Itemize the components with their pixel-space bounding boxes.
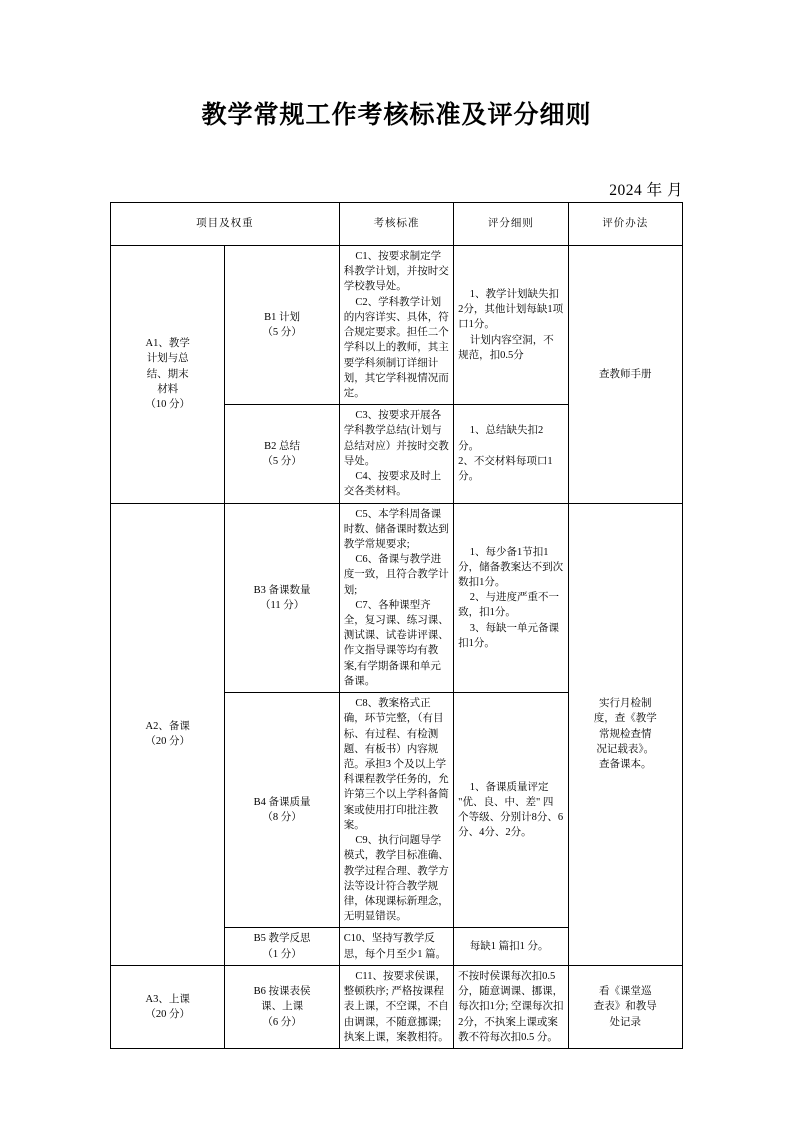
group-label-a2: [111, 503, 225, 965]
standard-c9: C9、执行问题导学模式，教学目标准确、教学过程合理、教学方法等设计符合教学规律，体现课标新理念，无明显错误。: [343, 835, 449, 923]
page-title: 教学常规工作考核标准及评分细则: [201, 102, 592, 129]
sub-label-b6-line1: B6 按课表侯: [253, 986, 311, 998]
sub-label-b5: [225, 928, 339, 965]
sub-label-b3: [225, 503, 339, 693]
group-a2-line2: （20 分）: [145, 736, 190, 748]
sub-label-b6-line3: （6 分）: [262, 1016, 302, 1028]
header-evaluation-method: 评价办法: [568, 203, 682, 246]
table-row: [111, 246, 683, 405]
sub-label-b3-line2: （11 分）: [259, 599, 305, 611]
header-project-weight: 项目及权重: [111, 203, 340, 246]
standard-c10: C10、坚持写教学反思，每个月至少1 篇。: [343, 933, 447, 960]
scoring-b4: [454, 693, 568, 928]
standard-c11: C11、按要求侯课，整顿秩序; 严格按课程表上课，不空课，不自由调课，不随意挪课; 执案上课，案教相符。: [343, 970, 449, 1043]
standard-b2: [339, 405, 453, 503]
scoring-b1-item1: 1、教学计划缺失扣2分，其他计划每缺1项口1分。: [458, 289, 564, 331]
scoring-b2: [454, 405, 568, 503]
evaluation-method-a3: [568, 965, 682, 1048]
eval-a2-line1: 实行月检制: [599, 698, 652, 710]
sub-label-b4-line1: B4 备课质量: [253, 797, 311, 809]
standard-b5: [339, 928, 453, 965]
standard-c3: C3、按要求开展各学科教学总结(计划与总结对应）并按时交教导处。: [343, 410, 449, 467]
standard-b1: [339, 246, 453, 405]
group-a1-line1: A1、教学: [145, 338, 190, 350]
header-assessment-standard: 考核标准: [339, 203, 453, 246]
eval-a2-line4: 况记载表》。: [596, 743, 655, 755]
standard-c5: C5、本学科周备课时数、储备课时数达到教学常规要求;: [343, 508, 449, 550]
eval-a3-line1: 看《课堂巡: [599, 986, 652, 998]
eval-a2-line2: 度，查《教学: [593, 713, 657, 725]
standard-c6: C6、备课与教学进度一致，且符合教学计划;: [343, 554, 449, 596]
scoring-b3-item1: 1、每少备1节扣1分，储备教案达不到次数扣1分。: [458, 546, 564, 588]
standard-c7: C7、各种课型齐全，复习课、练习课、测试课、试卷讲评课、作文指导课等均有教案,有学期备课和单元备课。: [343, 599, 449, 687]
group-label-a3: [111, 965, 225, 1048]
scoring-b5-item1: 每缺1 篇扣1 分。: [469, 941, 549, 953]
date-line: 2024 年 月: [609, 182, 683, 199]
sub-label-b4-line2: （8 分）: [262, 812, 302, 824]
sub-label-b3-line1: B3 备课数量: [253, 584, 311, 596]
group-a1-line3: 结、期末: [146, 368, 189, 380]
scoring-b2-item1: 1、总结缺失扣2分。: [458, 425, 544, 452]
scoring-b2-item2: 2、不交材料每项口1分。: [458, 455, 553, 483]
group-a2-line1: A2、备课: [145, 720, 190, 732]
standard-c2: C2、学科教学计划的内容详实、具体，符合规定要求。担任二个学科以上的教师，其主要学科须制订详细计划，其它学科视情况而定。: [343, 296, 449, 399]
sub-label-b1-line1: B1 计划: [264, 311, 301, 323]
table-row: [111, 503, 683, 693]
sub-label-b2-line1: B2 总结: [264, 440, 301, 452]
sub-label-b4: [225, 693, 339, 928]
assessment-criteria-table: [110, 202, 683, 1049]
sub-label-b2-line2: （5 分）: [262, 455, 302, 467]
scoring-b3: [454, 503, 568, 693]
group-a1-line2: 计划与总: [146, 353, 189, 365]
sub-label-b1-line2: （5 分）: [262, 327, 302, 339]
sub-label-b6: [225, 965, 339, 1048]
standard-b4: [339, 693, 453, 928]
scoring-b1: [454, 246, 568, 405]
scoring-b3-item3: 3、每缺一单元备课扣1分。: [458, 622, 559, 649]
standard-c1: C1、按要求制定学科教学计划，并按时交学校教导处。: [343, 251, 449, 293]
group-label-a1: [111, 246, 225, 504]
eval-a2-line3: 常规检查情: [599, 728, 652, 740]
sub-label-b1: [225, 246, 339, 405]
scoring-b4-item1: 1、备课质量评定 "优、良、中、差" 四个等级、分别计8分、6分、4分、2分。: [458, 781, 564, 839]
group-a1-line5: （10 分）: [145, 399, 190, 411]
scoring-b3-item2: 2、与进度严重不一致，扣1分。: [458, 592, 559, 619]
sub-label-b6-line2: 课、上课: [261, 1001, 304, 1013]
scoring-b6-item1: 不按时侯课每次扣0.5分，随意调课、挪课，每次扣1分; 空课每次扣2分，不执案上课或案教不符每次扣0.5 分。: [458, 970, 564, 1043]
group-a3-line2: （20 分）: [145, 1008, 190, 1020]
scoring-b6: [454, 965, 568, 1048]
eval-a3-line2: 查表》和教导: [593, 1001, 657, 1013]
evaluation-method-a2: [568, 503, 682, 965]
header-scoring-details: 评分细则: [454, 203, 568, 246]
group-a1-line4: 材料: [157, 383, 179, 395]
sub-label-b5-line2: （1 分）: [262, 948, 302, 960]
standard-c4: C4、按要求及时上交各类材料。: [343, 471, 442, 498]
sub-label-b2: [225, 405, 339, 503]
scoring-b1-item2: 计划内容空洞，不规范，扣0.5分: [458, 334, 554, 361]
standard-b6: [339, 965, 453, 1048]
eval-a3-line3: 处记录: [609, 1016, 642, 1028]
sub-label-b5-line1: B5 教学反思: [253, 933, 311, 945]
standard-c8: C8、教案格式正确，环节完整，（有目标、有过程、有检测题、有板书）内容规范。承担3 个及以上学科课程教学任务的，允许第三个以上学科备简案或使用打印批注教案。: [343, 698, 449, 831]
scoring-b5: [454, 928, 568, 965]
table-row: [111, 965, 683, 1048]
evaluation-method-a1: 查教师手册: [568, 246, 682, 504]
eval-a2-line5: 查备课本。: [599, 759, 652, 770]
standard-b3: [339, 503, 453, 693]
table-header-row: [111, 203, 683, 246]
group-a3-line1: A3、上课: [145, 993, 190, 1005]
